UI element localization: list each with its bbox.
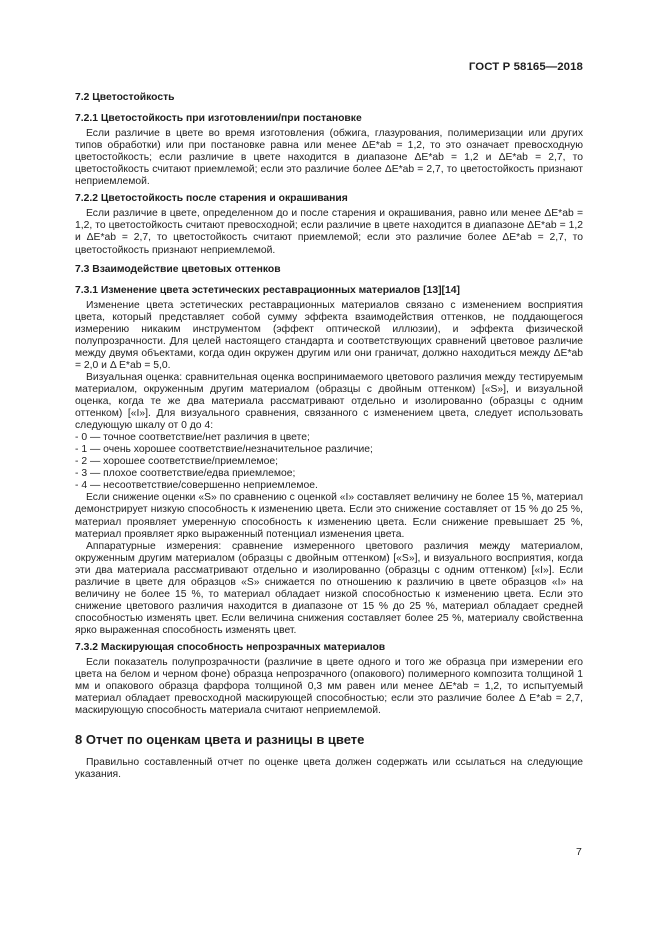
section-7-3-1-paragraph-3: Если снижение оценки «S» по сравнению с оценкой «I» составляет величину не более 15 %, материал демонстрирует низкую способность к изменению цвета. Если это снижение составляет от 15 % до 25 %, материал проявляет умеренную способность к изменению цвета. Если снижение превышает 25 %, материал проявляет ярко выраженный потенциал изменения цвета.	[75, 492, 583, 540]
rating-scale-list	[75, 432, 583, 492]
section-8-text: Правильно составленный отчет по оценке цвета должен содержать или ссылаться на следующие указания.	[75, 757, 583, 781]
scale-item-3: - 3 — плохое соответствие/едва приемлемое;	[75, 468, 296, 480]
scale-item-2: - 2 — хорошее соответствие/приемлемое;	[75, 456, 278, 468]
section-7-3-1-paragraph-1: Изменение цвета эстетических реставрационных материалов связано с изменением восприятия цвета, который представляет собой сумму эффекта взаимодействия оттенков, не поддающегося измерению никаким инструментом (эффект оптической иллюзии), и эффекта физической полупрозрачности. Для целей настоящего стандарта и соответствующих сравнений цветовое различие между двумя объектами, когда один окружен другим или они граничат, должно находиться между ΔE*ab = 2,0 и Δ E*ab = 5,0.	[75, 299, 583, 371]
section-7-3-1-paragraph-2: Визуальная оценка: сравнительная оценка воспринимаемого цветового различия между тестируемым материалом, окруженным другим материалом (образцы с двойным оттенком) [«S»], и визуальной оценка, когда те же два материала рассматривают отдельно и изолированно (образцы с одним оттенком) [«I»]. Для визуального сравнения, связанного с изменением цвета, следует использовать следующую шкалу от 0 до 4:	[75, 371, 583, 432]
section-8-title: 8 Отчет по оценкам цвета и разницы в цвете	[75, 732, 365, 748]
section-7-3-2-text: Если показатель полупрозрачности (различие в цвете одного и того же образца при измерении его цвета на белом и черном фоне) образца непрозрачного (опакового) полимерного композита толщиной 1 мм и опакового образца фарфора толщиной 0,3 мм равен или менее ΔE*ab = 1,2, то испытуемый материал обладает превосходной маскирующей способностью; если это различие более Δ E*ab = 2,7, маскирующую способность материала считают неприемлемой.	[75, 657, 583, 717]
section-7-2-1-title: 7.2.1 Цветостойкость при изготовлении/при постановке	[75, 113, 362, 125]
section-7-3-1-paragraph-4: Аппаратурные измерения: сравнение измеренного цветового различия между материалом, окруженным другим материалом (образцы с двойным оттенком) [«S»], и визуального восприятия, когда эти два материала рассматривают отдельно и изолированно (образцы с одним оттенком) [«I»]. Если различие в цвете для образцов «S» снижается по отношению к различию в цвете образцов «I» на величину не более 15 %, то материал обладает низкой способностью к изменению цвета. Если это снижение цветового различия находится в диапазоне от 15 % до 25 %, материал обладает средней способностью изменять цвет. Если величина снижения составляет более 25 %, материалу свойственна ярко выраженная способность изменять цвет.	[75, 540, 583, 636]
section-7-3-title: 7.3 Взаимодействие цветовых оттенков	[75, 263, 281, 275]
document-header: ГОСТ Р 58165—2018	[468, 61, 583, 73]
section-7-2-title: 7.2 Цветостойкость	[75, 92, 175, 103]
section-7-3-1-title: 7.3.1 Изменение цвета эстетических реставрационных материалов [13][14]	[75, 284, 460, 296]
page-body	[75, 92, 583, 781]
scale-item-4: - 4 — несоответствие/совершенно неприемлемое.	[75, 480, 318, 492]
page-number: 7	[576, 846, 582, 858]
scale-item-0: - 0 — точное соответствие/нет различия в цвете;	[75, 432, 310, 444]
section-7-2-1-text: Если различие в цвете во время изготовления (обжига, глазурования, полимеризации или других типов обработки) или при постановке равна или менее ΔE*ab = 1,2, то это означает превосходную цветостойкость; если различие в цвете находится в диапазоне ΔE*ab = 1,2 и ΔE*ab = 2,7, то цветостойкость считают приемлемой; если это различие более ΔE*ab = 2,7, то цветостойкость признают неприемлемой.	[75, 128, 583, 188]
section-7-3-2-title: 7.3.2 Маскирующая способность непрозрачных материалов	[75, 641, 386, 653]
section-7-2-2-text: Если различие в цвете, определенном до и после старения и окрашивания, равно или менее ΔE*ab = 1,2, то цветостойкость считают превосходной; если различие в цвете находится в диапазоне ΔE*ab = 1,2 и ΔE*ab = 2,7, то цветостойкость считают приемлемой; если это различие более ΔE*ab = 2,7, то цветостойкость признают неприемлемой.	[75, 208, 583, 256]
section-7-2-2-title: 7.2.2 Цветостойкость после старения и окрашивания	[75, 193, 348, 205]
scale-item-1: - 1 — очень хорошее соответствие/незначительное различие;	[75, 444, 373, 456]
